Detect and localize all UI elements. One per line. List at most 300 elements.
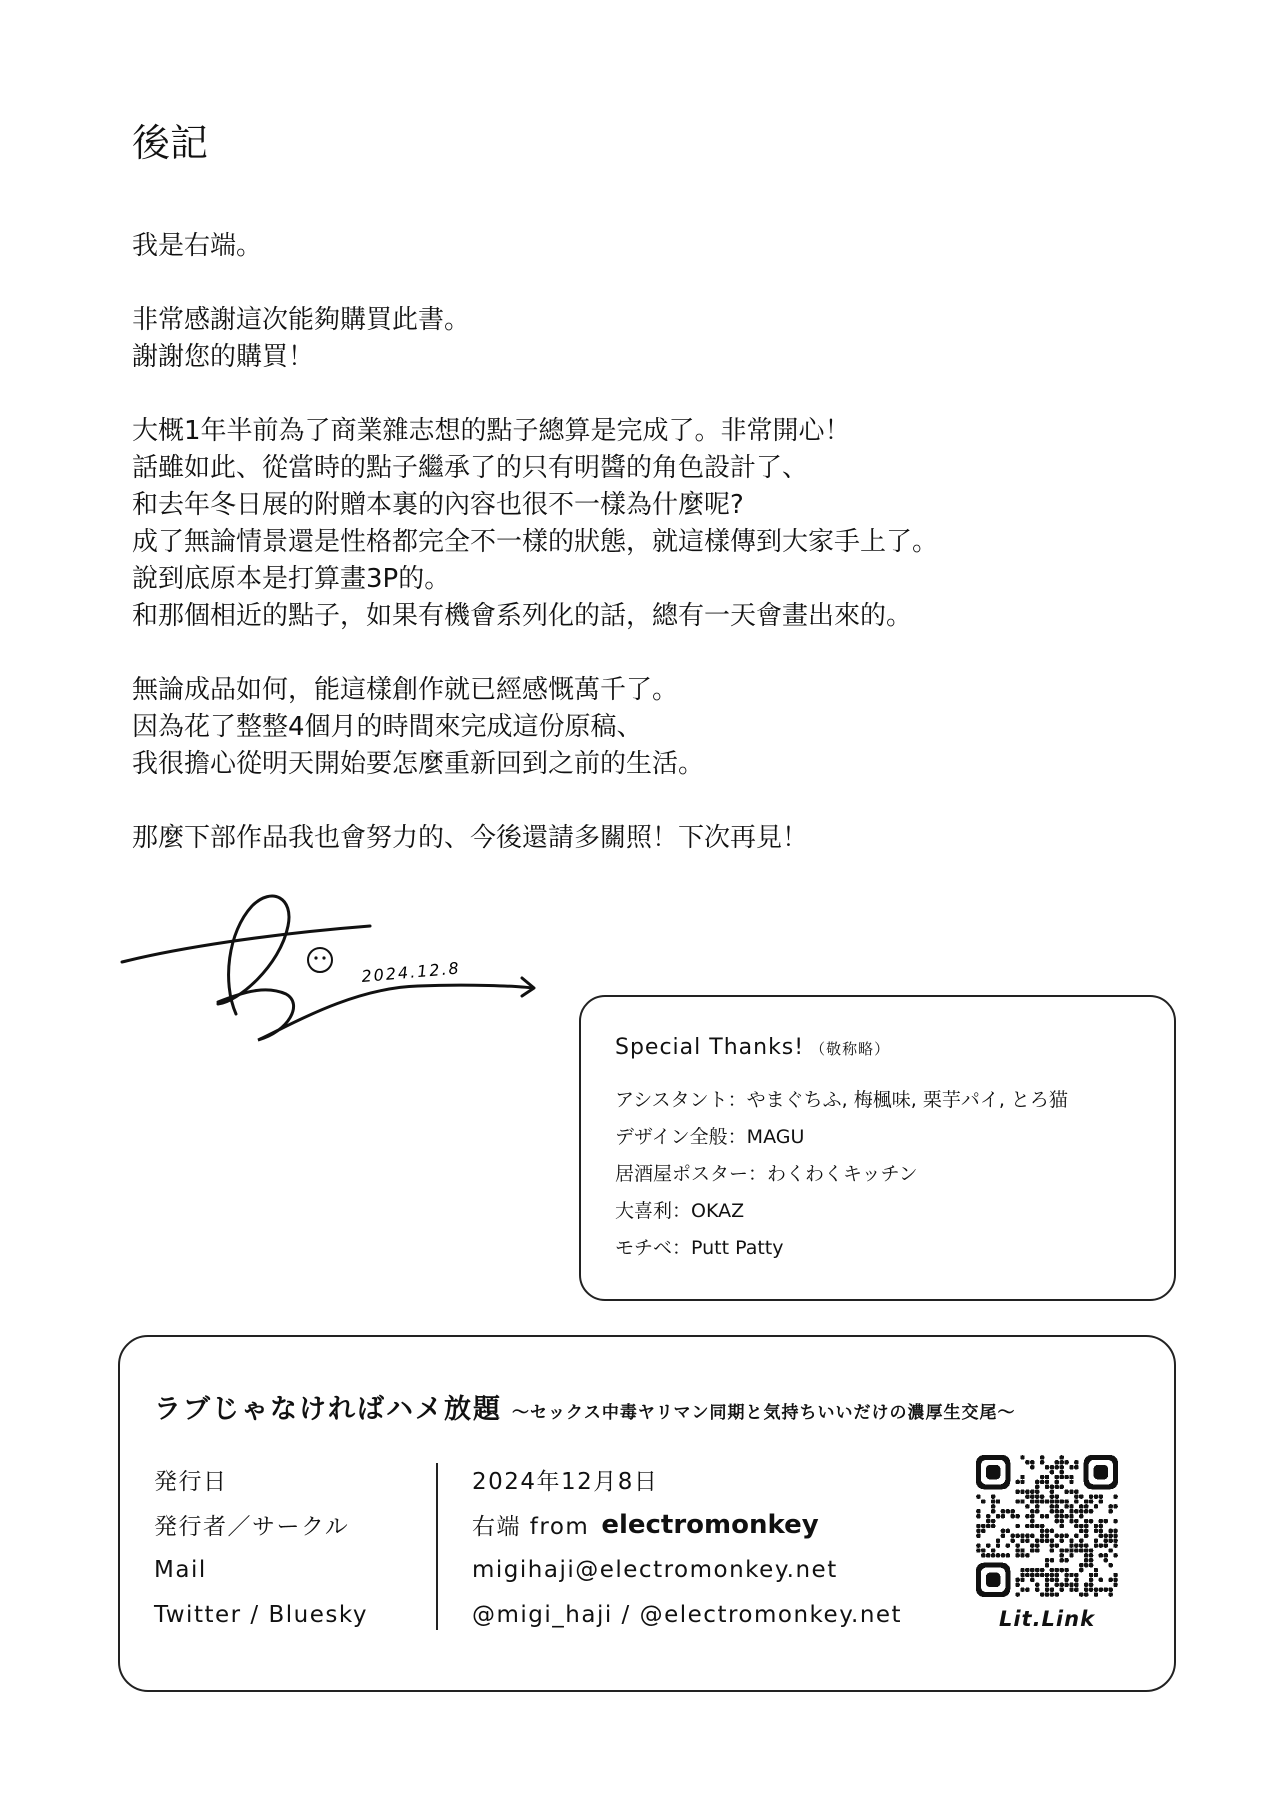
qr-module <box>1040 1524 1044 1528</box>
qr-module <box>1064 1578 1068 1582</box>
qr-module <box>1079 1494 1083 1498</box>
label-publisher: 発行者／サークル <box>154 1514 350 1540</box>
qr-module <box>1055 1480 1059 1484</box>
qr-module <box>1064 1568 1068 1572</box>
qr-module <box>1094 1573 1098 1577</box>
qr-module <box>1084 1583 1088 1587</box>
qr-module <box>1006 1529 1010 1533</box>
qr-module <box>1040 1592 1044 1596</box>
honorific-note: （敬称略） <box>810 1040 891 1058</box>
qr-module <box>1084 1529 1088 1533</box>
qr-module <box>1084 1519 1088 1523</box>
qr-module <box>1030 1573 1034 1577</box>
qr-module <box>1069 1519 1073 1523</box>
qr-module <box>1015 1534 1019 1538</box>
qr-module <box>1050 1494 1054 1498</box>
qr-module <box>976 1543 980 1547</box>
qr-module <box>1104 1519 1108 1523</box>
qr-module <box>1059 1553 1063 1557</box>
qr-module <box>996 1543 1000 1547</box>
qr-module <box>1113 1494 1117 1498</box>
qr-module <box>986 1553 990 1557</box>
qr-module <box>986 1524 990 1528</box>
qr-module <box>1113 1534 1117 1538</box>
qr-module <box>1089 1563 1093 1567</box>
qr-module <box>1045 1499 1049 1503</box>
special-thanks-title: Special Thanks! <box>615 1035 805 1060</box>
text-line: 因為花了整整4個月的時間來完成這份原稿、 <box>132 712 643 742</box>
qr-module <box>1108 1529 1112 1533</box>
qr-module <box>1055 1573 1059 1577</box>
qr-module <box>1108 1538 1112 1542</box>
qr-module <box>1089 1509 1093 1513</box>
qr-module <box>1059 1475 1063 1479</box>
qr-module <box>1030 1460 1034 1464</box>
qr-module <box>1030 1509 1034 1513</box>
qr-module <box>986 1519 990 1523</box>
qr-module <box>1020 1455 1024 1459</box>
qr-module <box>1025 1534 1029 1538</box>
qr-module <box>1074 1509 1078 1513</box>
qr-module <box>1020 1587 1024 1591</box>
face-doodle-icon <box>308 948 332 972</box>
qr-module <box>1104 1553 1108 1557</box>
text-line: 非常感謝這次能夠購買此書。 <box>132 305 471 335</box>
qr-module <box>1050 1529 1054 1533</box>
qr-module <box>1108 1509 1112 1513</box>
qr-module <box>1079 1504 1083 1508</box>
qr-module <box>1079 1529 1083 1533</box>
qr-module <box>1108 1504 1112 1508</box>
qr-module <box>1079 1543 1083 1547</box>
qr-module <box>1045 1534 1049 1538</box>
qr-module <box>1059 1587 1063 1591</box>
qr-module <box>1089 1519 1093 1523</box>
qr-module <box>1079 1514 1083 1518</box>
qr-module <box>1050 1573 1054 1577</box>
qr-module <box>1020 1578 1024 1582</box>
qr-module <box>1050 1543 1054 1547</box>
qr-module <box>1059 1455 1063 1459</box>
qr-module <box>1094 1538 1098 1542</box>
qr-module <box>1045 1514 1049 1518</box>
qr-module <box>1064 1504 1068 1508</box>
qr-module <box>986 1543 990 1547</box>
qr-module <box>1099 1519 1103 1523</box>
qr-module <box>1050 1538 1054 1542</box>
qr-module <box>1074 1490 1078 1494</box>
qr-module <box>1064 1514 1068 1518</box>
qr-module <box>1035 1499 1039 1503</box>
book-title-line <box>154 1387 1016 1426</box>
thanks-item: 大喜利：OKAZ <box>615 1200 745 1222</box>
qr-module <box>1055 1578 1059 1582</box>
qr-module <box>1084 1563 1088 1567</box>
qr-module <box>1069 1504 1073 1508</box>
qr-module <box>1113 1578 1117 1582</box>
qr-module <box>991 1494 995 1498</box>
qr-module <box>1069 1548 1073 1552</box>
qr-module <box>1045 1592 1049 1596</box>
label-release-date: 発行日 <box>154 1469 228 1495</box>
qr-module <box>1055 1509 1059 1513</box>
qr-module <box>996 1499 1000 1503</box>
qr-module <box>1015 1480 1019 1484</box>
qr-module <box>1030 1568 1034 1572</box>
qr-module <box>1045 1465 1049 1469</box>
qr-module <box>1059 1534 1063 1538</box>
qr-module <box>1059 1509 1063 1513</box>
qr-module <box>1055 1504 1059 1508</box>
text-line: 和那個相近的點子，如果有機會系列化的話，總有一天會畫出來的。 <box>132 601 913 631</box>
qr-module <box>1089 1553 1093 1557</box>
qr-module <box>991 1509 995 1513</box>
qr-module <box>1025 1538 1029 1542</box>
qr-module <box>1015 1524 1019 1528</box>
qr-module <box>1015 1592 1019 1596</box>
qr-module <box>1059 1470 1063 1474</box>
qr-module <box>1050 1470 1054 1474</box>
qr-module <box>1084 1504 1088 1508</box>
qr-module <box>1089 1583 1093 1587</box>
qr-module <box>1020 1475 1024 1479</box>
text-line: 我很擔心從明天開始要怎麼重新回到之前的生活。 <box>132 749 705 779</box>
qr-module <box>1089 1558 1093 1562</box>
qr-module <box>1064 1573 1068 1577</box>
qr-module <box>1020 1553 1024 1557</box>
qr-module <box>981 1548 985 1552</box>
qr-module <box>1113 1543 1117 1547</box>
qr-module <box>996 1514 1000 1518</box>
qr-module <box>1025 1504 1029 1508</box>
qr-module <box>1094 1529 1098 1533</box>
qr-module <box>1055 1494 1059 1498</box>
qr-module <box>1001 1514 1005 1518</box>
qr-module <box>1084 1592 1088 1596</box>
mail-value[interactable]: migihaji@electromonkey.net <box>472 1556 838 1583</box>
qr-module <box>1094 1592 1098 1596</box>
qr-module <box>1030 1490 1034 1494</box>
qr-module <box>991 1553 995 1557</box>
qr-module <box>1015 1578 1019 1582</box>
qr-module <box>1015 1548 1019 1552</box>
qr-module <box>1035 1485 1039 1489</box>
signature-date: 2024.12.8 <box>360 958 462 986</box>
qr-module <box>1074 1460 1078 1464</box>
qr-module <box>1074 1534 1078 1538</box>
qr-module <box>1050 1485 1054 1489</box>
qr-module <box>1108 1578 1112 1582</box>
qr-code-icon[interactable] <box>976 1455 1118 1597</box>
qr-module <box>1025 1587 1029 1591</box>
qr-module <box>1104 1587 1108 1591</box>
qr-module <box>1035 1543 1039 1547</box>
qr-module <box>1089 1578 1093 1582</box>
qr-module <box>976 1494 980 1498</box>
qr-module <box>1035 1568 1039 1572</box>
qr-module <box>1108 1548 1112 1552</box>
qr-module <box>1074 1573 1078 1577</box>
qr-module <box>1069 1475 1073 1479</box>
qr-module <box>1001 1534 1005 1538</box>
qr-module <box>1069 1490 1073 1494</box>
qr-module <box>1059 1465 1063 1469</box>
qr-module <box>1079 1509 1083 1513</box>
qr-module <box>1030 1494 1034 1498</box>
qr-module <box>1089 1494 1093 1498</box>
qr-module <box>1108 1592 1112 1596</box>
text-line: 成了無論情景還是性格都完全不一樣的狀態，就這樣傳到大家手上了。 <box>132 527 939 557</box>
qr-module <box>1015 1514 1019 1518</box>
qr-module <box>1006 1543 1010 1547</box>
qr-module <box>1035 1548 1039 1552</box>
qr-module <box>1030 1534 1034 1538</box>
qr-module <box>1074 1465 1078 1469</box>
thanks-item: アシスタント：やまぐちふ, 梅楓味, 栗芋パイ, とろ猫 <box>615 1089 1068 1111</box>
qr-module <box>1079 1568 1083 1572</box>
qr-module <box>1069 1538 1073 1542</box>
colophon-labels <box>154 1457 368 1637</box>
qr-module <box>1050 1558 1054 1562</box>
publisher-value <box>472 1502 902 1547</box>
qr-module <box>1069 1553 1073 1557</box>
qr-module <box>1084 1553 1088 1557</box>
qr-module <box>1050 1509 1054 1513</box>
qr-module <box>1059 1519 1063 1523</box>
circle-brand-logo: electromonkey <box>601 1509 819 1540</box>
qr-module <box>1074 1587 1078 1591</box>
qr-module <box>1055 1519 1059 1523</box>
qr-module <box>1055 1592 1059 1596</box>
qr-module <box>1074 1583 1078 1587</box>
qr-module <box>1025 1494 1029 1498</box>
thanks-item: デザイン全般：MAGU <box>615 1126 805 1148</box>
qr-module <box>1064 1583 1068 1587</box>
qr-module <box>1020 1538 1024 1542</box>
qr-label: Lit.Link <box>998 1607 1096 1631</box>
qr-module <box>1074 1543 1078 1547</box>
qr-module <box>1059 1548 1063 1552</box>
text-line: 話雖如此、從當時的點子繼承了的只有明醬的角色設計了、 <box>132 453 809 483</box>
special-thanks-box <box>579 995 1176 1301</box>
qr-module <box>1104 1534 1108 1538</box>
qr-module <box>1040 1538 1044 1542</box>
afterword-title: 後記 <box>132 121 209 165</box>
paragraph <box>132 820 938 857</box>
qr-module <box>1113 1538 1117 1542</box>
qr-module <box>1089 1587 1093 1591</box>
qr-module <box>1050 1568 1054 1572</box>
qr-module <box>1025 1524 1029 1528</box>
qr-module <box>1040 1573 1044 1577</box>
qr-module <box>1045 1529 1049 1533</box>
qr-module <box>981 1529 985 1533</box>
qr-module <box>1035 1494 1039 1498</box>
qr-module <box>1001 1553 1005 1557</box>
qr-module <box>1055 1568 1059 1572</box>
qr-module <box>1035 1509 1039 1513</box>
qr-module <box>1079 1563 1083 1567</box>
label-social: Twitter / Bluesky <box>154 1601 368 1628</box>
qr-module <box>1094 1494 1098 1498</box>
qr-module <box>1025 1460 1029 1464</box>
qr-module <box>976 1524 980 1528</box>
qr-module <box>1069 1465 1073 1469</box>
colophon-divider <box>436 1463 438 1630</box>
qr-module <box>996 1553 1000 1557</box>
qr-module <box>1099 1534 1103 1538</box>
text-line: 我是右端。 <box>132 231 263 261</box>
qr-module <box>1015 1583 1019 1587</box>
qr-module <box>1079 1524 1083 1528</box>
qr-module <box>1015 1553 1019 1557</box>
qr-module <box>1099 1529 1103 1533</box>
qr-module <box>1030 1499 1034 1503</box>
qr-module <box>1040 1514 1044 1518</box>
qr-module <box>981 1553 985 1557</box>
qr-module <box>1069 1514 1073 1518</box>
qr-module <box>1055 1543 1059 1547</box>
qr-module <box>1055 1475 1059 1479</box>
qr-module <box>1069 1583 1073 1587</box>
qr-module <box>1104 1543 1108 1547</box>
qr-module <box>1074 1548 1078 1552</box>
qr-module <box>1099 1587 1103 1591</box>
qr-module <box>1011 1538 1015 1542</box>
qr-module <box>1059 1485 1063 1489</box>
qr-module <box>1045 1485 1049 1489</box>
qr-module <box>1015 1499 1019 1503</box>
qr-module <box>1084 1543 1088 1547</box>
qr-module <box>1045 1587 1049 1591</box>
qr-module <box>1055 1514 1059 1518</box>
qr-module <box>1035 1583 1039 1587</box>
qr-module <box>1069 1509 1073 1513</box>
qr-module <box>1035 1524 1039 1528</box>
qr-module <box>1025 1573 1029 1577</box>
qr-module <box>1079 1592 1083 1596</box>
qr-module <box>1059 1524 1063 1528</box>
qr-module <box>1113 1529 1117 1533</box>
qr-module <box>1099 1494 1103 1498</box>
qr-module <box>1094 1587 1098 1591</box>
qr-module <box>1020 1490 1024 1494</box>
qr-module <box>1059 1583 1063 1587</box>
qr-module <box>1035 1504 1039 1508</box>
qr-module <box>986 1514 990 1518</box>
qr-module <box>1030 1465 1034 1469</box>
qr-module <box>1030 1543 1034 1547</box>
qr-module <box>1104 1558 1108 1562</box>
qr-module <box>1094 1524 1098 1528</box>
qr-module <box>976 1509 980 1513</box>
qr-module <box>1108 1587 1112 1591</box>
qr-module <box>976 1548 980 1552</box>
qr-module <box>1035 1490 1039 1494</box>
qr-module <box>1011 1514 1015 1518</box>
qr-module <box>1059 1499 1063 1503</box>
qr-module <box>1089 1499 1093 1503</box>
qr-module <box>1059 1460 1063 1464</box>
qr-module <box>1030 1548 1034 1552</box>
qr-module <box>1020 1499 1024 1503</box>
paragraph <box>132 228 938 265</box>
qr-module <box>1035 1538 1039 1542</box>
qr-module <box>1040 1494 1044 1498</box>
release-date-value: 2024年12月8日 <box>472 1469 659 1495</box>
qr-module <box>1064 1475 1068 1479</box>
qr-module <box>1025 1514 1029 1518</box>
qr-module <box>1045 1475 1049 1479</box>
qr-module <box>1006 1553 1010 1557</box>
qr-module <box>991 1548 995 1552</box>
qr-module <box>1045 1563 1049 1567</box>
qr-module <box>1074 1519 1078 1523</box>
qr-module <box>1074 1578 1078 1582</box>
qr-module <box>1025 1490 1029 1494</box>
qr-module <box>1104 1538 1108 1542</box>
qr-module <box>1011 1509 1015 1513</box>
qr-module <box>1055 1460 1059 1464</box>
qr-module <box>1113 1583 1117 1587</box>
qr-module <box>1050 1499 1054 1503</box>
qr-module <box>1079 1548 1083 1552</box>
qr-module <box>1050 1578 1054 1582</box>
qr-module <box>1030 1519 1034 1523</box>
text-line: 謝謝您的購買！ <box>132 342 315 372</box>
qr-module <box>1084 1499 1088 1503</box>
qr-module <box>1064 1460 1068 1464</box>
text-line: 無論成品如何，能這樣創作就已經感慨萬千了。 <box>132 675 679 705</box>
qr-module <box>1055 1534 1059 1538</box>
qr-module <box>1074 1524 1078 1528</box>
thanks-item: モチベ：Putt Patty <box>615 1237 784 1259</box>
qr-module <box>1094 1504 1098 1508</box>
afterword-body <box>132 228 938 894</box>
qr-module <box>1045 1573 1049 1577</box>
qr-module <box>991 1499 995 1503</box>
qr-module <box>1055 1485 1059 1489</box>
qr-module <box>1050 1592 1054 1596</box>
qr-module <box>1050 1504 1054 1508</box>
qr-module <box>1035 1587 1039 1591</box>
qr-module <box>1069 1587 1073 1591</box>
qr-module <box>1020 1573 1024 1577</box>
qr-module <box>991 1524 995 1528</box>
paragraph <box>132 413 938 635</box>
qr-module <box>1020 1534 1024 1538</box>
qr-module <box>1050 1548 1054 1552</box>
qr-module <box>1025 1553 1029 1557</box>
qr-module <box>1030 1524 1034 1528</box>
colophon-box <box>118 1335 1176 1692</box>
qr-module <box>1064 1534 1068 1538</box>
qr-module <box>1020 1568 1024 1572</box>
paragraph <box>132 672 938 783</box>
qr-module <box>1045 1578 1049 1582</box>
text-line: 說到底原本是打算畫3P的。 <box>132 564 451 594</box>
text-line: 和去年冬日展的附贈本裏的內容也很不一樣為什麼呢? <box>132 490 744 520</box>
qr-module <box>1064 1558 1068 1562</box>
qr-module <box>991 1519 995 1523</box>
qr-module <box>1040 1455 1044 1459</box>
qr-module <box>1045 1558 1049 1562</box>
qr-module <box>1040 1568 1044 1572</box>
qr-module <box>1040 1499 1044 1503</box>
label-mail: Mail <box>154 1556 207 1583</box>
social-value[interactable]: @migi_haji / @electromonkey.net <box>472 1601 903 1628</box>
qr-module <box>1015 1490 1019 1494</box>
